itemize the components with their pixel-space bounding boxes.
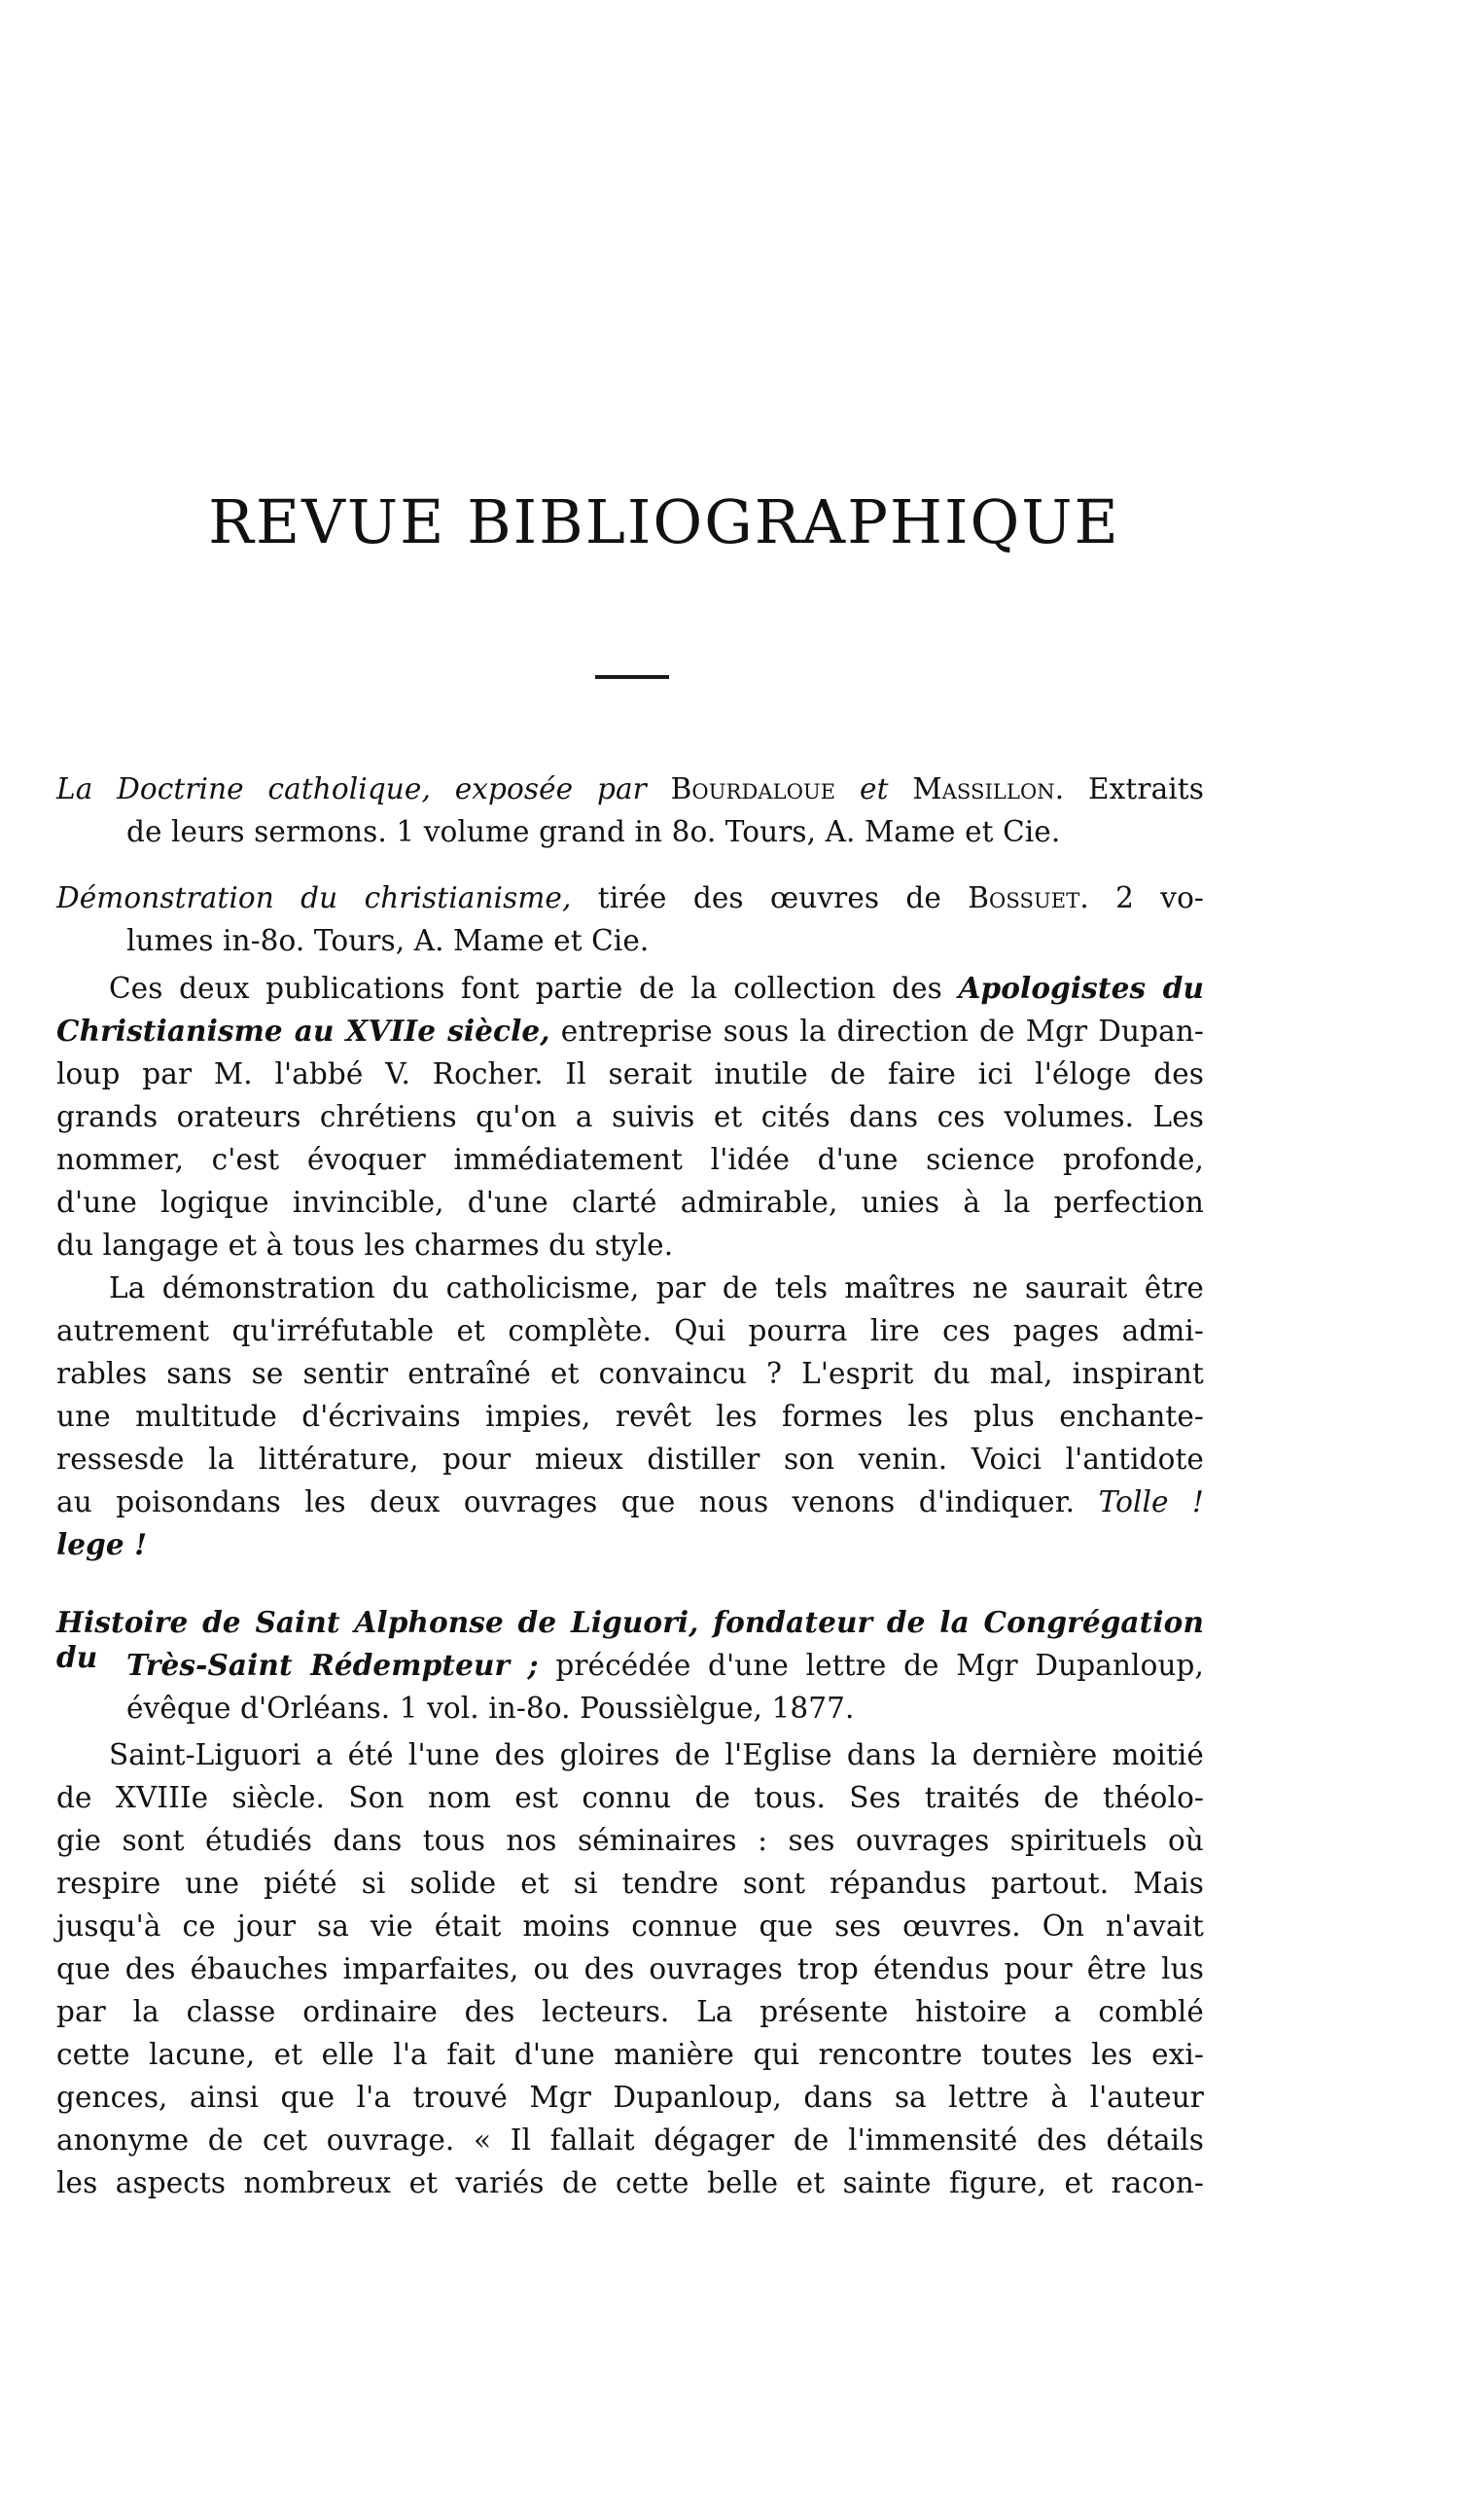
- text-run: Apologistes du: [958, 971, 1204, 1005]
- paragraph-line: [56, 1823, 1204, 1858]
- text-run: de leurs sermons. 1 volume grand in 8o. Tours, A. Mame et Cie.: [126, 815, 1061, 848]
- paragraph-line: [56, 1056, 1204, 1091]
- text-run: La démonstration du catholicisme, par de tels maîtres ne saurait être: [109, 1271, 1204, 1304]
- text-run: gences, ainsi que l'a trouvé Mgr Dupanloup, dans sa lettre à l'auteur: [56, 2081, 1204, 2114]
- paragraph-line: [109, 1270, 1204, 1305]
- text-run: tirée des œuvres de: [571, 881, 969, 914]
- text-run: grands orateurs chrétiens qu'on a suivis et cités dans ces volumes. Les: [56, 1100, 1204, 1133]
- text-run: rables sans se sentir entraîné et convaincu ? L'esprit du mal, inspirant: [56, 1357, 1204, 1390]
- entry-demonstration-line: [56, 880, 1204, 915]
- text-run: de XVIIIe siècle. Son nom est connu de tous. Ses traités de théolo-: [56, 1781, 1204, 1814]
- text-run: jusqu'à ce jour sa vie était moins connue que ses œuvres. On n'avait: [56, 1909, 1204, 1943]
- text-run: une multitude d'écrivains impies, revêt les formes les plus enchante-: [56, 1400, 1204, 1433]
- paragraph-line: [56, 1399, 1204, 1434]
- text-run: d'une logique invincible, d'une clarté admirable, unies à la perfection: [56, 1186, 1204, 1219]
- text-run: Démonstration du christianisme,: [56, 881, 572, 914]
- text-run: Ces deux publications font partie de la collection des: [109, 972, 959, 1005]
- text-run: Bourdaloue: [670, 772, 836, 805]
- entry-liguori-line: [126, 1691, 1204, 1726]
- paragraph-line: [56, 1780, 1204, 1815]
- entry-liguori-line: [126, 1648, 1204, 1683]
- text-run: évêque d'Orléans. 1 vol. in-8o. Poussièlgue, 1877.: [126, 1692, 855, 1725]
- paragraph-line: [109, 1737, 1204, 1772]
- paragraph-line: [56, 1866, 1204, 1901]
- paragraph-line: [56, 1185, 1204, 1220]
- text-run: Christianisme au XVIIe siècle,: [56, 1014, 550, 1048]
- page-title: REVUE BIBLIOGRAPHIQUE: [208, 486, 1120, 557]
- paragraph-line: [56, 1442, 1204, 1477]
- paragraph-line: [56, 1909, 1204, 1944]
- text-run: anonyme de cet ouvrage. « Il fallait dégager de l'immensité des détails: [56, 2123, 1204, 2157]
- text-run: et: [835, 772, 913, 805]
- paragraph-line: [56, 1994, 1204, 2029]
- text-run: La Doctrine catholique, exposée par: [56, 772, 671, 805]
- text-run: . Extraits: [1054, 772, 1204, 805]
- title-divider: [595, 675, 669, 679]
- text-run: loup par M. l'abbé V. Rocher. Il serait inutile de faire ici l'éloge des: [56, 1057, 1204, 1090]
- paragraph-line: [56, 2165, 1204, 2200]
- paragraph-line: [56, 1142, 1204, 1177]
- paragraph-line: [56, 1356, 1204, 1391]
- text-run: Bossuet: [968, 881, 1080, 914]
- paragraph-line: [56, 1951, 1204, 1986]
- paragraph-line: [56, 1527, 1204, 1562]
- text-run: Massillon: [912, 772, 1055, 805]
- paragraph-line: [56, 1484, 1204, 1519]
- text-run: nommer, c'est évoquer immédiatement l'idée d'une science profonde,: [56, 1143, 1204, 1176]
- text-run: autrement qu'irréfutable et complète. Qui pourra lire ces pages admi-: [56, 1314, 1204, 1347]
- text-run: gie sont étudiés dans tous nos séminaires : ses ouvrages spirituels où: [56, 1824, 1204, 1857]
- text-run: précédée d'une lettre de Mgr Dupanloup,: [538, 1649, 1204, 1682]
- entry-demonstration-line: [126, 923, 1204, 958]
- paragraph-line: [56, 2123, 1204, 2158]
- text-run: entreprise sous la direction de Mgr Dupan-: [549, 1015, 1204, 1048]
- text-run: . 2 vo-: [1079, 881, 1204, 914]
- text-run: Tolle !: [1098, 1485, 1204, 1518]
- text-run: respire une piété si solide et si tendre sont répandus partout. Mais: [56, 1867, 1204, 1900]
- paragraph-line: [56, 2037, 1204, 2072]
- text-run: au poisondans les deux ouvrages que nous venons d'indiquer.: [56, 1485, 1099, 1518]
- paragraph-line: [56, 1313, 1204, 1348]
- text-run: par la classe ordinaire des lecteurs. La présente histoire a comblé: [56, 1995, 1204, 2028]
- paragraph-line: [109, 971, 1204, 1006]
- text-run: du langage et à tous les charmes du style.: [56, 1229, 674, 1262]
- text-run: lumes in-8o. Tours, A. Mame et Cie.: [126, 924, 650, 957]
- text-run: que des ébauches imparfaites, ou des ouvrages trop étendus pour être lus: [56, 1952, 1204, 1985]
- text-run: Histoire de Saint Alphonse de Liguori, fondateur de la Congrégation du: [56, 1605, 1204, 1674]
- text-run: lege !: [56, 1527, 148, 1561]
- paragraph-line: [56, 1228, 1204, 1263]
- entry-doctrine-line: [56, 771, 1204, 806]
- text-run: ressesde la littérature, pour mieux distiller son venin. Voici l'antidote: [56, 1443, 1204, 1476]
- paragraph-line: [56, 1099, 1204, 1134]
- paragraph-line: [56, 1014, 1204, 1049]
- text-run: Très-Saint Rédempteur ;: [126, 1648, 539, 1682]
- text-run: Saint-Liguori a été l'une des gloires de l'Eglise dans la dernière moitié: [109, 1738, 1204, 1771]
- entry-doctrine-line: [126, 814, 1204, 849]
- text-run: les aspects nombreux et variés de cette belle et sainte figure, et racon-: [56, 2166, 1204, 2199]
- text-run: cette lacune, et elle l'a fait d'une manière qui rencontre toutes les exi-: [56, 2038, 1204, 2071]
- paragraph-line: [56, 2080, 1204, 2115]
